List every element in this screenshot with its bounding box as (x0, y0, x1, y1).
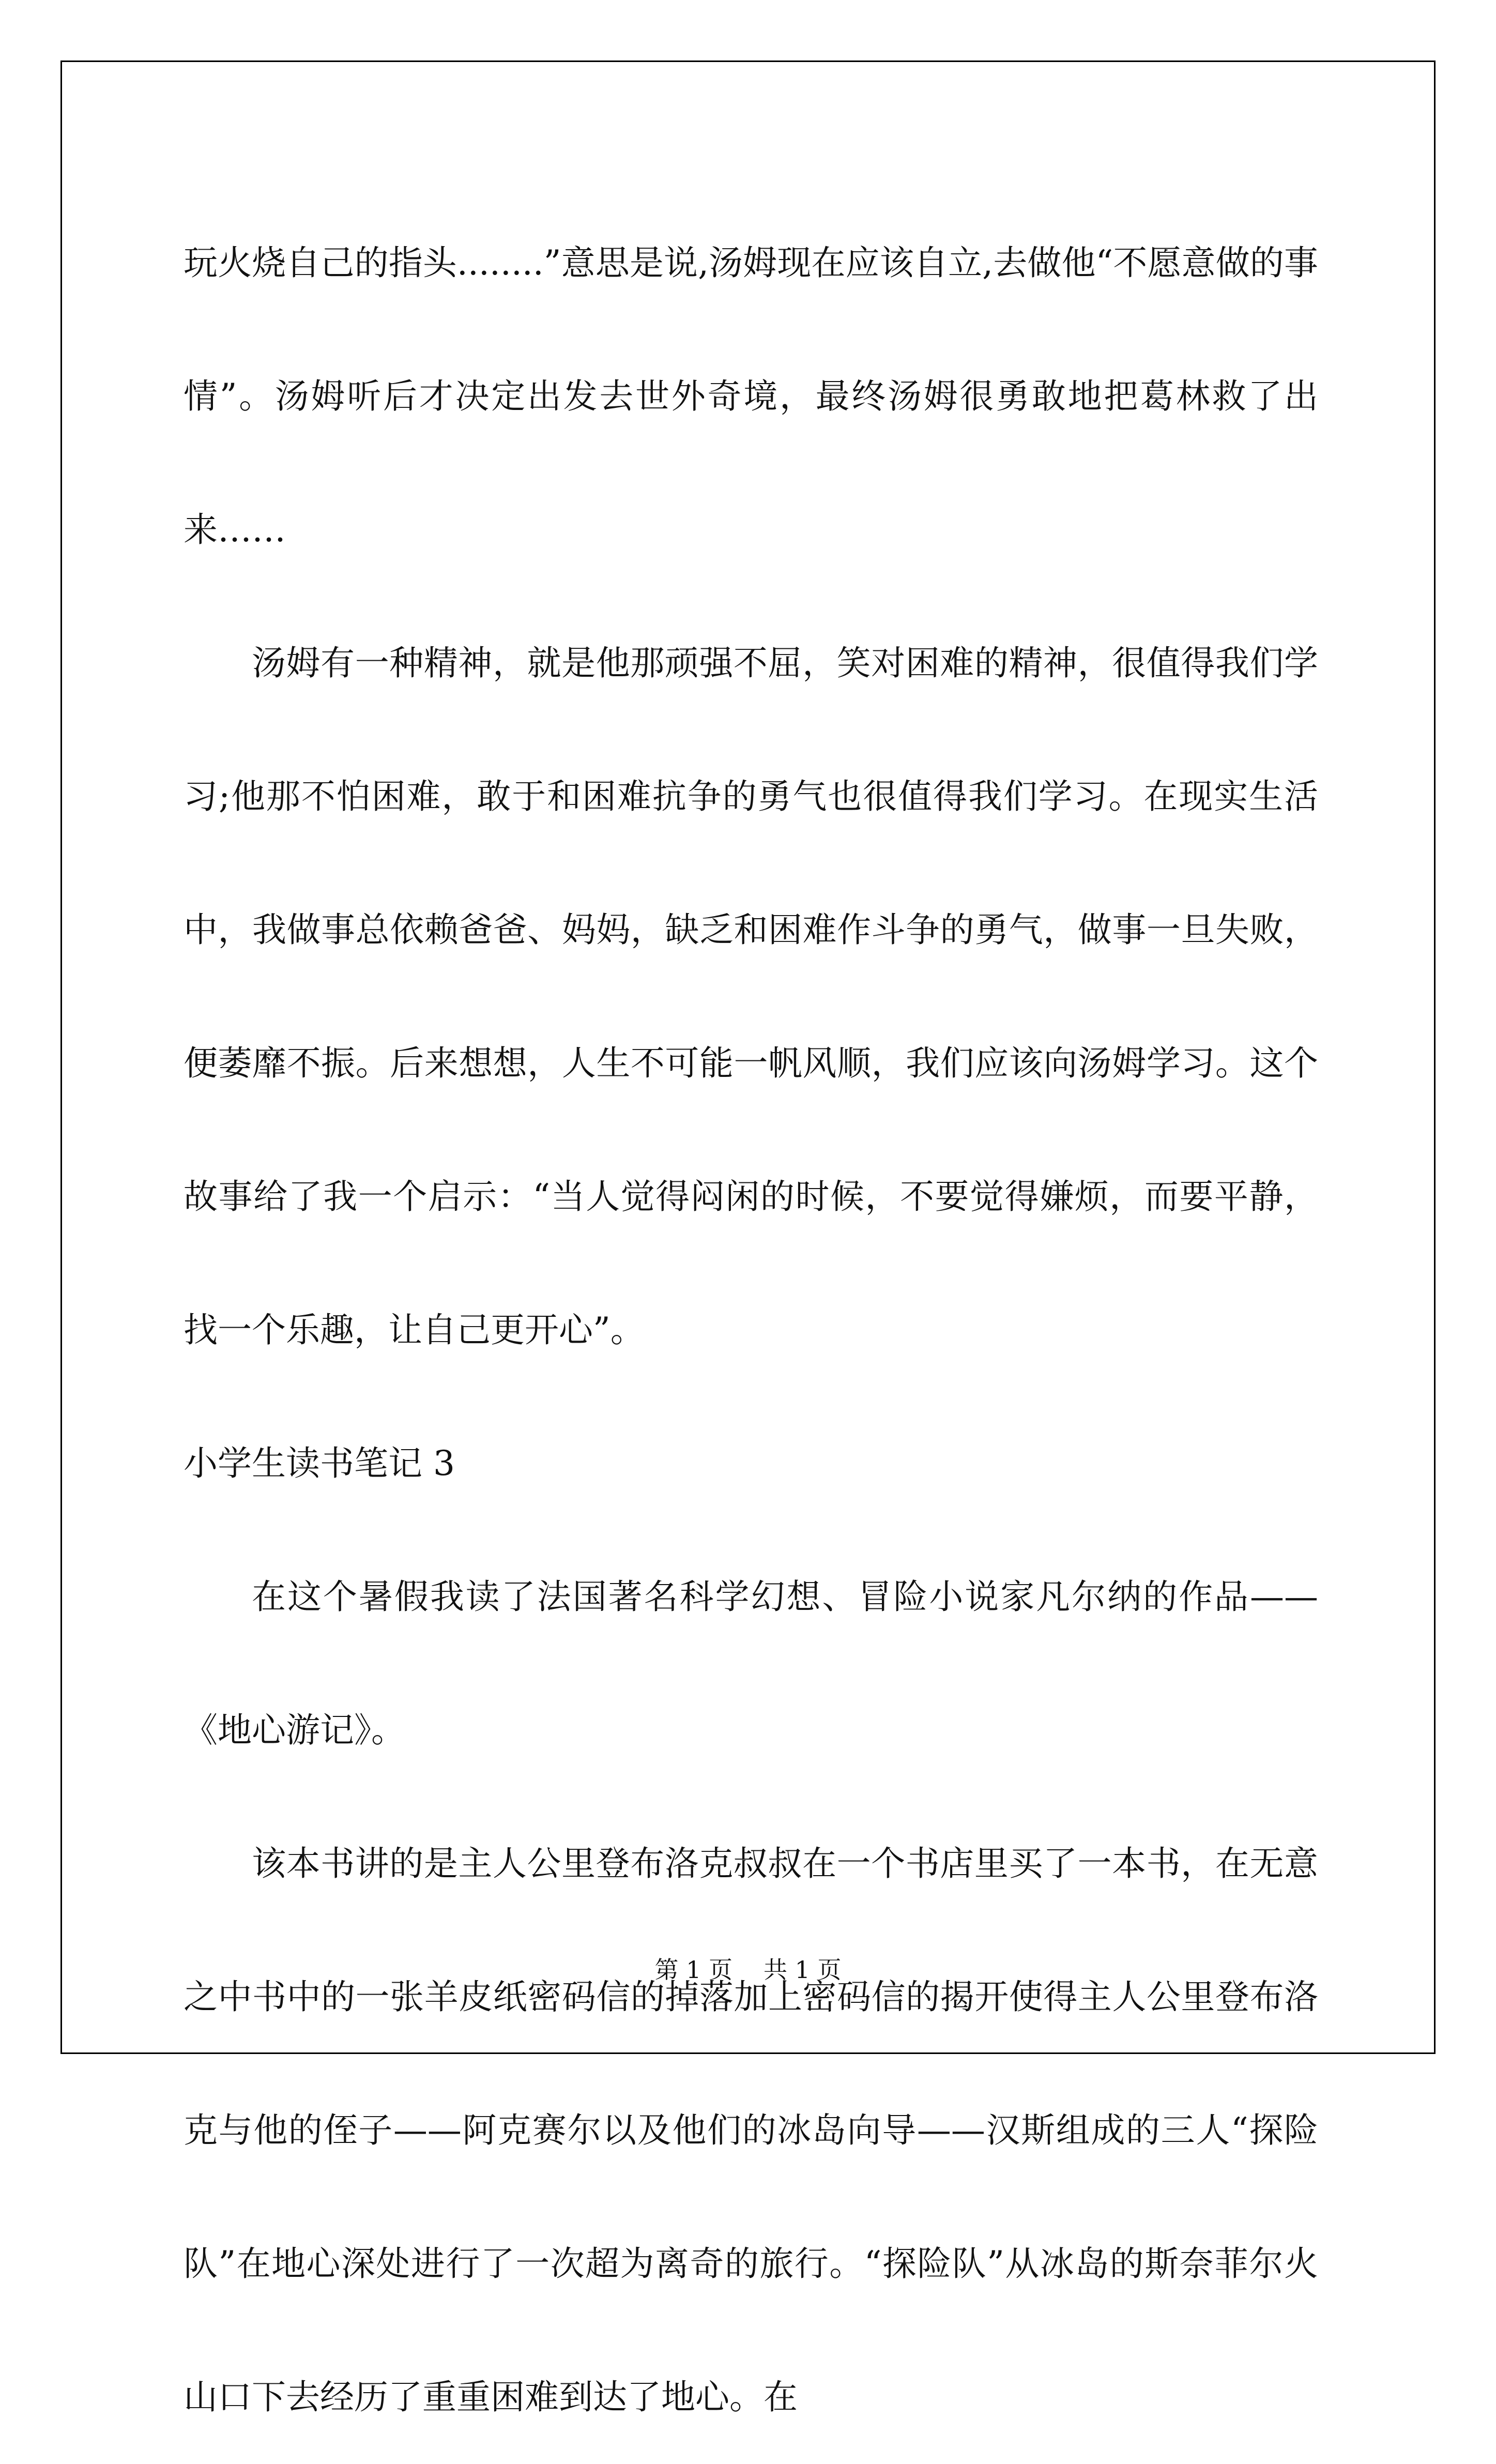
paragraph-2: 汤姆有一种精神，就是他那顽强不屈，笑对困难的精神，很值得我们学习;他那不怕困难，敢于和困难抗争的勇气也很值得我们学习。在现实生活中，我做事总依赖爸爸、妈妈，缺乏和困难作斗争的勇气，做事一旦失败，便萎靡不振。后来想想，人生不可能一帆风顺，我们应该向汤姆学习。这个故事给了我一个启示：“当人觉得闷闲的时候，不要觉得嫌烦，而要平静，找一个乐趣，让自己更开心”。 (184, 643, 1318, 1350)
paragraph-4: 该本书讲的是主人公里登布洛克叔叔在一个书店里买了一本书，在无意之中书中的一张羊皮纸密码信的掉落加上密码信的揭开使得主人公里登布洛克与他的侄子——阿克赛尔以及他们的冰岛向导——汉斯组成的三人“探险队”在地心深处进行了一次超为离奇的旅行。“探险队”从冰岛的斯奈菲尔火山口下去经历了重重困难到达了地心。在 (184, 1844, 1318, 2417)
page-footer (0, 1954, 1496, 1985)
paragraph-3: 在这个暑假我读了法国著名科学幻想、冒险小说家凡尔纳的作品——《地心游记》。 (184, 1577, 1318, 1750)
section-heading: 小学生读书笔记 3 (184, 1443, 455, 1483)
page-number-current: 第 1 页 (654, 1956, 732, 1984)
page-number-total: 共 1 页 (764, 1956, 842, 1984)
document-body (184, 196, 1318, 2464)
paragraph-1: 玩火烧自己的指头........”意思是说,汤姆现在应该自立,去做他“不愿意做的事情”。汤姆听后才决定出发去世外奇境，最终汤姆很勇敢地把葛林救了出来…… (184, 243, 1318, 550)
